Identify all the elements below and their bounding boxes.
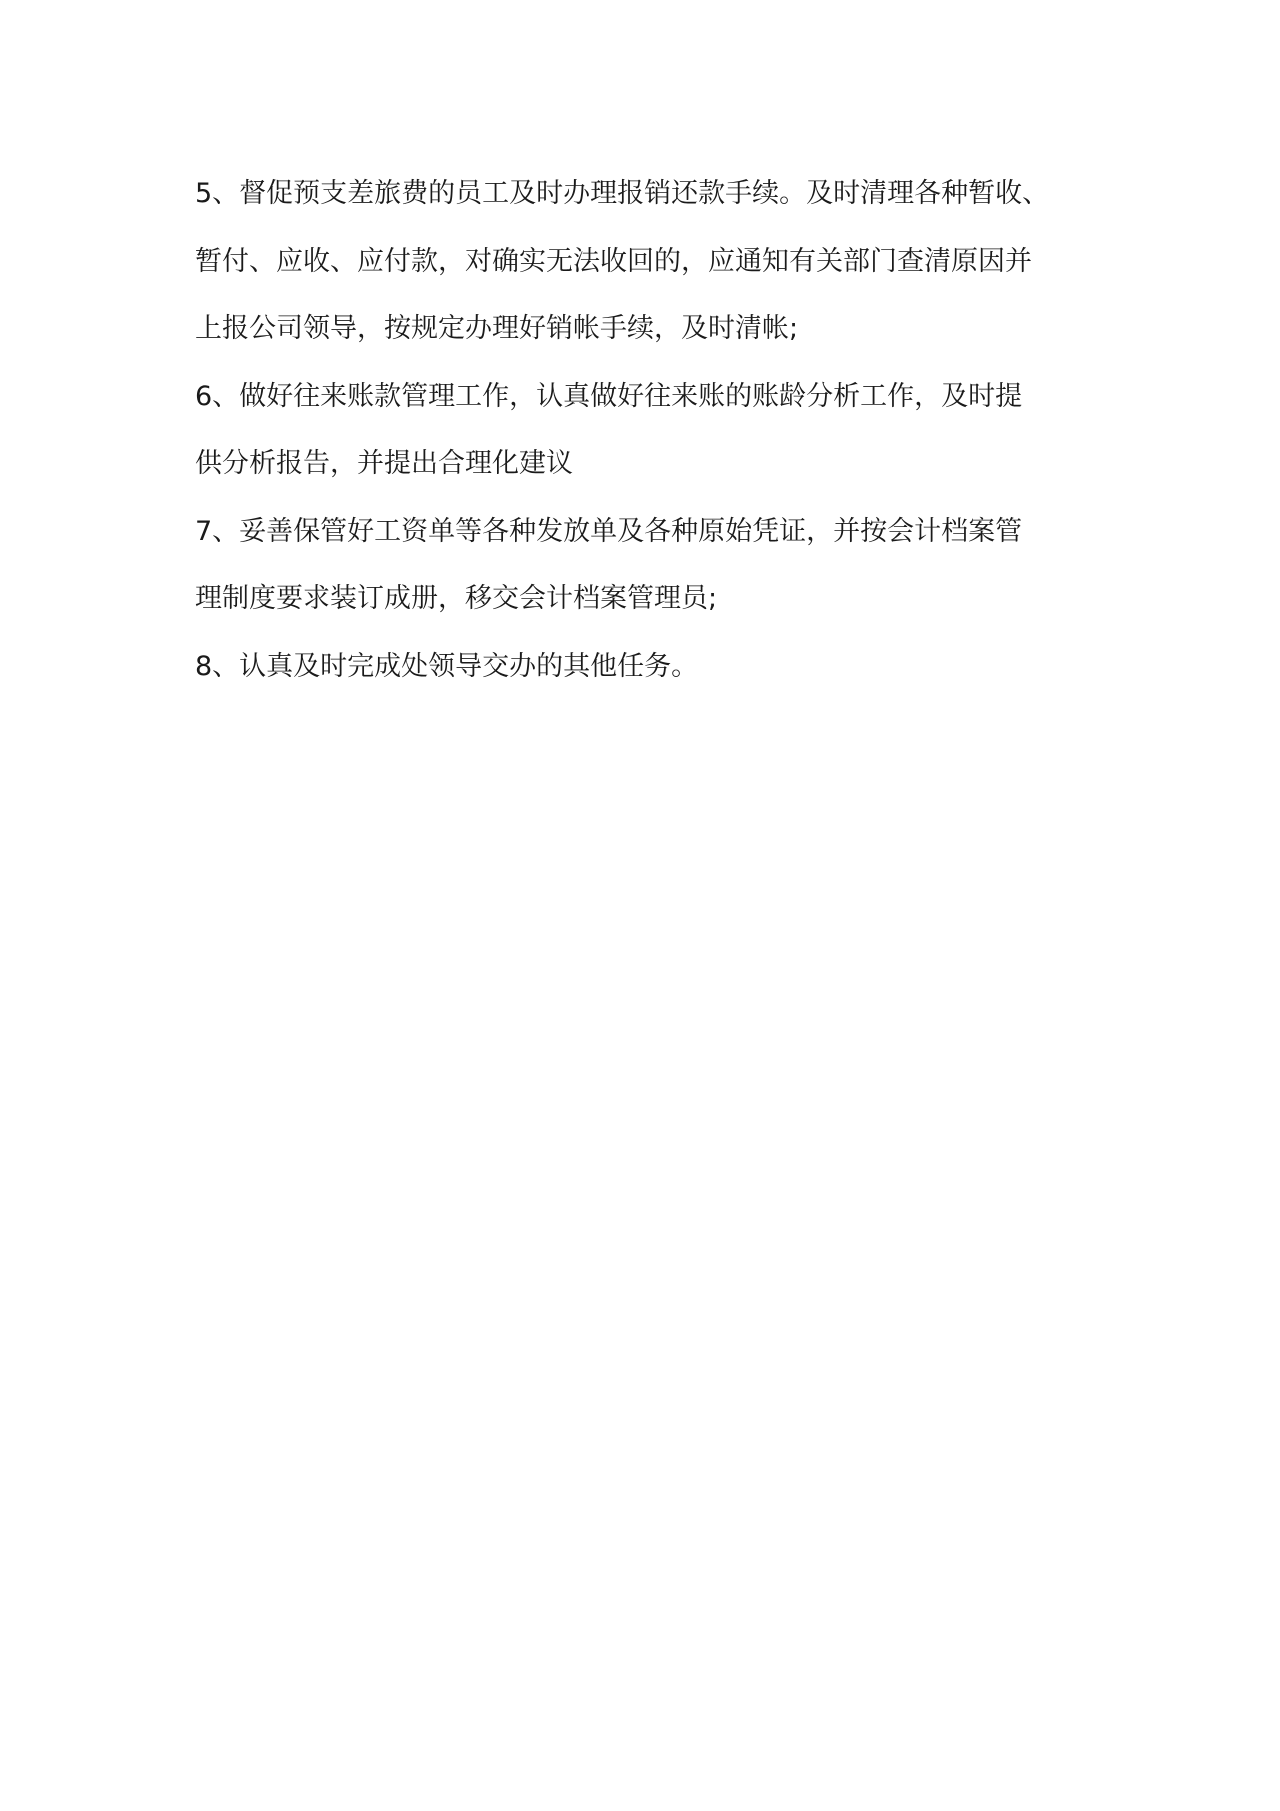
text-line-item6-part2: 供分析报告，并提出合理化建议 [195, 448, 573, 479]
text-line-item5-part3: 上报公司领导，按规定办理好销帐手续，及时清帐; [195, 313, 799, 344]
text-line-item6-part1: 6、做好往来账款管理工作，认真做好往来账的账龄分析工作，及时提 [195, 380, 1023, 412]
text-line-item5-part1: 5、督促预支差旅费的员工及时办理报销还款手续。及时清理各种暂收、 [195, 178, 1050, 209]
text-line-item5-part2: 暂付、应收、应付款，对确实无法收回的，应通知有关部门查清原因并 [195, 245, 1032, 277]
text-line-item7-part1: 7、妥善保管好工资单等各种发放单及各种原始凭证，并按会计档案管 [195, 515, 1023, 547]
document-body [195, 160, 1095, 700]
text-line-item7-part2: 理制度要求装订成册，移交会计档案管理员; [195, 583, 718, 614]
text-line-item8: 8、认真及时完成处领导交办的其他任务。 [195, 650, 699, 682]
